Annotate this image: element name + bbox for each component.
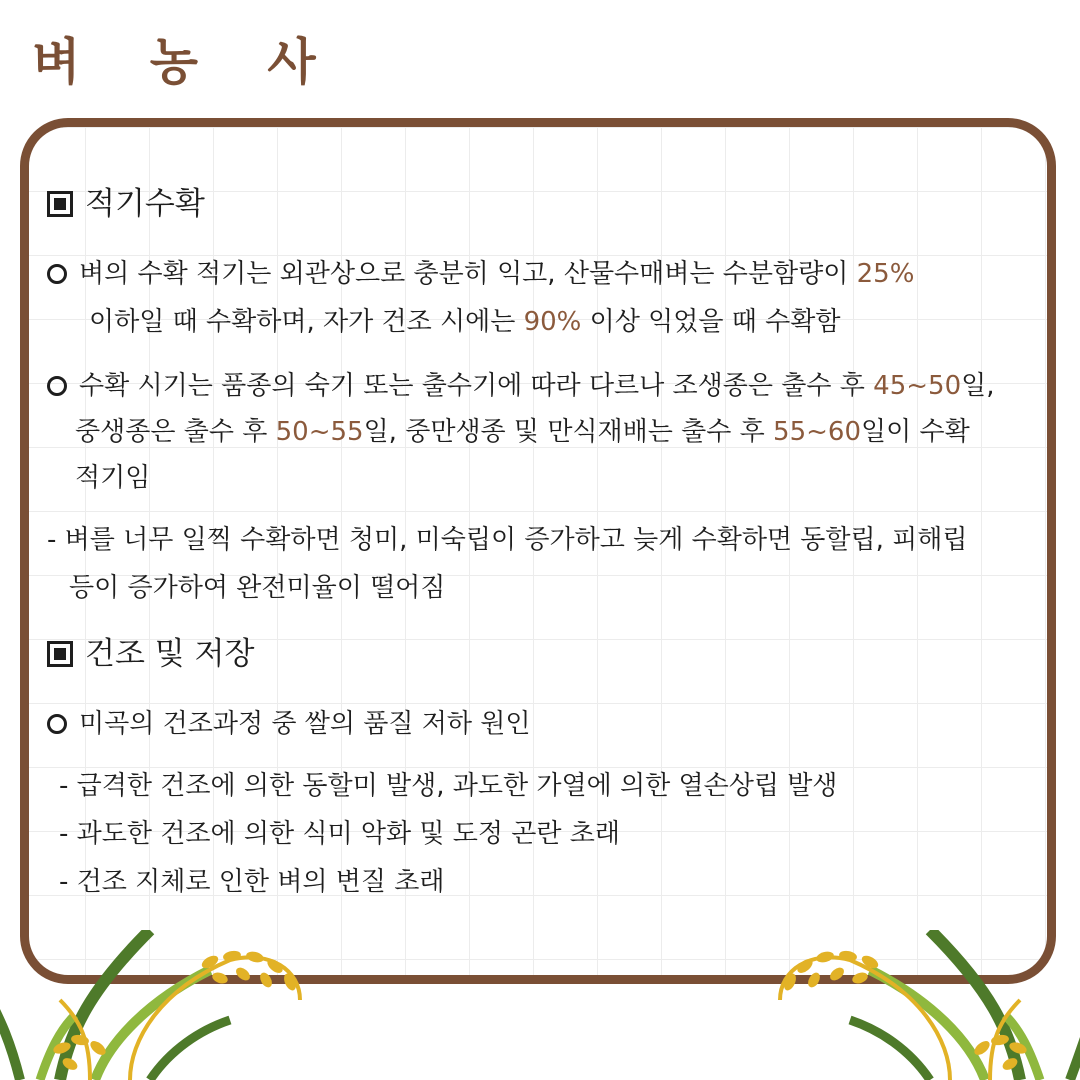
harvest-bullet-1-line-2: 이하일 때 수확하며, 자가 건조 시에는 90% 이상 익었을 때 수확함 — [89, 307, 841, 337]
harvest-note-line-1: - 벼를 너무 일찍 수확하면 청미, 미숙립이 증가하고 늦게 수확하면 동할립, 피해립 — [47, 525, 968, 555]
section-heading-harvest: 적기수확 — [47, 189, 205, 219]
harvest-bullet-2-line-1: 수확 시기는 품종의 숙기 또는 출수기에 따라 다르나 조생종은 출수 후 45~50일, — [47, 371, 995, 401]
circle-bullet-icon — [47, 264, 67, 284]
harvest-bullet-2-line-2: 중생종은 출수 후 50~55일, 중만생종 및 만식재배는 출수 후 55~60일이 수확 — [75, 417, 970, 447]
drying-item-3: - 건조 지체로 인한 벼의 변질 초래 — [59, 867, 445, 897]
harvest-bullet-1-line-1: 벼의 수확 적기는 외관상으로 충분히 익고, 산물수매벼는 수분함량이 25% — [47, 259, 914, 289]
square-bullet-icon — [47, 191, 73, 217]
circle-bullet-icon — [47, 714, 67, 734]
rice-plant-icon — [0, 930, 340, 1080]
rice-plant-icon — [740, 930, 1080, 1080]
harvest-note-line-2: 등이 증가하여 완전미율이 떨어짐 — [69, 573, 446, 603]
content-card — [20, 118, 1056, 984]
square-bullet-icon — [47, 641, 73, 667]
section-heading-drying: 건조 및 저장 — [47, 639, 254, 669]
harvest-bullet-2-line-3: 적기임 — [75, 463, 151, 493]
drying-bullet: 미곡의 건조과정 중 쌀의 품질 저하 원인 — [47, 709, 530, 739]
drying-item-1: - 급격한 건조에 의한 동할미 발생, 과도한 가열에 의한 열손상립 발생 — [59, 771, 838, 801]
drying-item-2: - 과도한 건조에 의한 식미 악화 및 도정 곤란 초래 — [59, 819, 620, 849]
circle-bullet-icon — [47, 376, 67, 396]
page-title: 벼 농 사 — [32, 33, 342, 91]
